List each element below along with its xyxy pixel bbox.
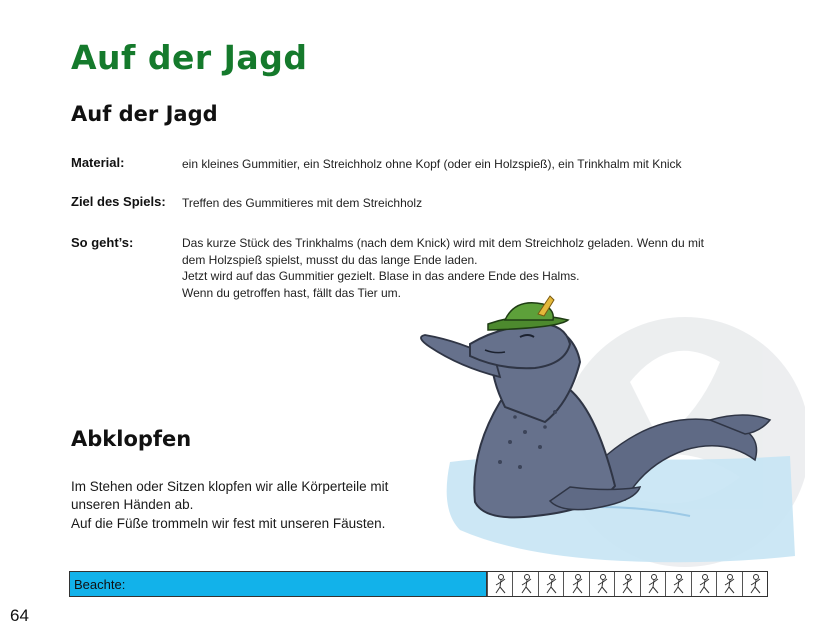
step-figures <box>487 571 768 597</box>
figure-icon <box>665 572 690 596</box>
seal-head <box>470 324 570 368</box>
figure-icon <box>742 572 767 596</box>
page-title: Auf der Jagd <box>71 38 308 77</box>
page-number: 64 <box>10 606 29 625</box>
abklopfen-line: Auf die Füße trommeln wir fest mit unseren Fäusten. <box>71 516 386 531</box>
abklopfen-line: unseren Händen ab. <box>71 497 194 512</box>
instruction-line: Das kurze Stück des Trinkhalms (nach dem Knick) wird mit dem Streichholz geladen. Wenn du mit <box>182 236 704 250</box>
figure-icon <box>487 572 512 596</box>
figure-icon <box>691 572 716 596</box>
figure-icon <box>640 572 665 596</box>
so-gehts-label: So geht’s: <box>71 235 134 250</box>
instruction-line: Wenn du getroffen hast, fällt das Tier um. <box>182 285 402 300</box>
ziel-text: Treffen des Gummitieres mit dem Streichholz <box>182 196 423 210</box>
material-label: Material: <box>71 155 125 170</box>
figure-icon <box>538 572 563 596</box>
material-text: ein kleines Gummitier, ein Streichholz ohne Kopf (oder ein Holzspieß), ein Trinkhalm mit Knick <box>182 157 682 171</box>
figure-icon <box>716 572 741 596</box>
instruction-line: dem Holzspieß spielst, musst du das lange Ende laden. <box>182 252 478 267</box>
seal-illustration <box>380 292 805 567</box>
figure-icon <box>512 572 537 596</box>
game-heading-auf-der-jagd: Auf der Jagd <box>71 102 218 126</box>
game-heading-abklopfen: Abklopfen <box>71 427 192 451</box>
figure-icon <box>563 572 588 596</box>
instruction-line: Jetzt wird auf das Gummitier gezielt. Blase in das andere Ende des Halms. <box>182 269 580 283</box>
beachte-label: Beachte: <box>74 577 126 592</box>
figure-icon <box>614 572 639 596</box>
ziel-label: Ziel des Spiels: <box>71 194 166 209</box>
hunter-hat <box>488 296 568 330</box>
abklopfen-text <box>71 478 388 533</box>
abklopfen-line: Im Stehen oder Sitzen klopfen wir alle Körperteile mit <box>71 479 389 494</box>
figure-icon <box>589 572 614 596</box>
beachte-bar <box>69 571 487 597</box>
